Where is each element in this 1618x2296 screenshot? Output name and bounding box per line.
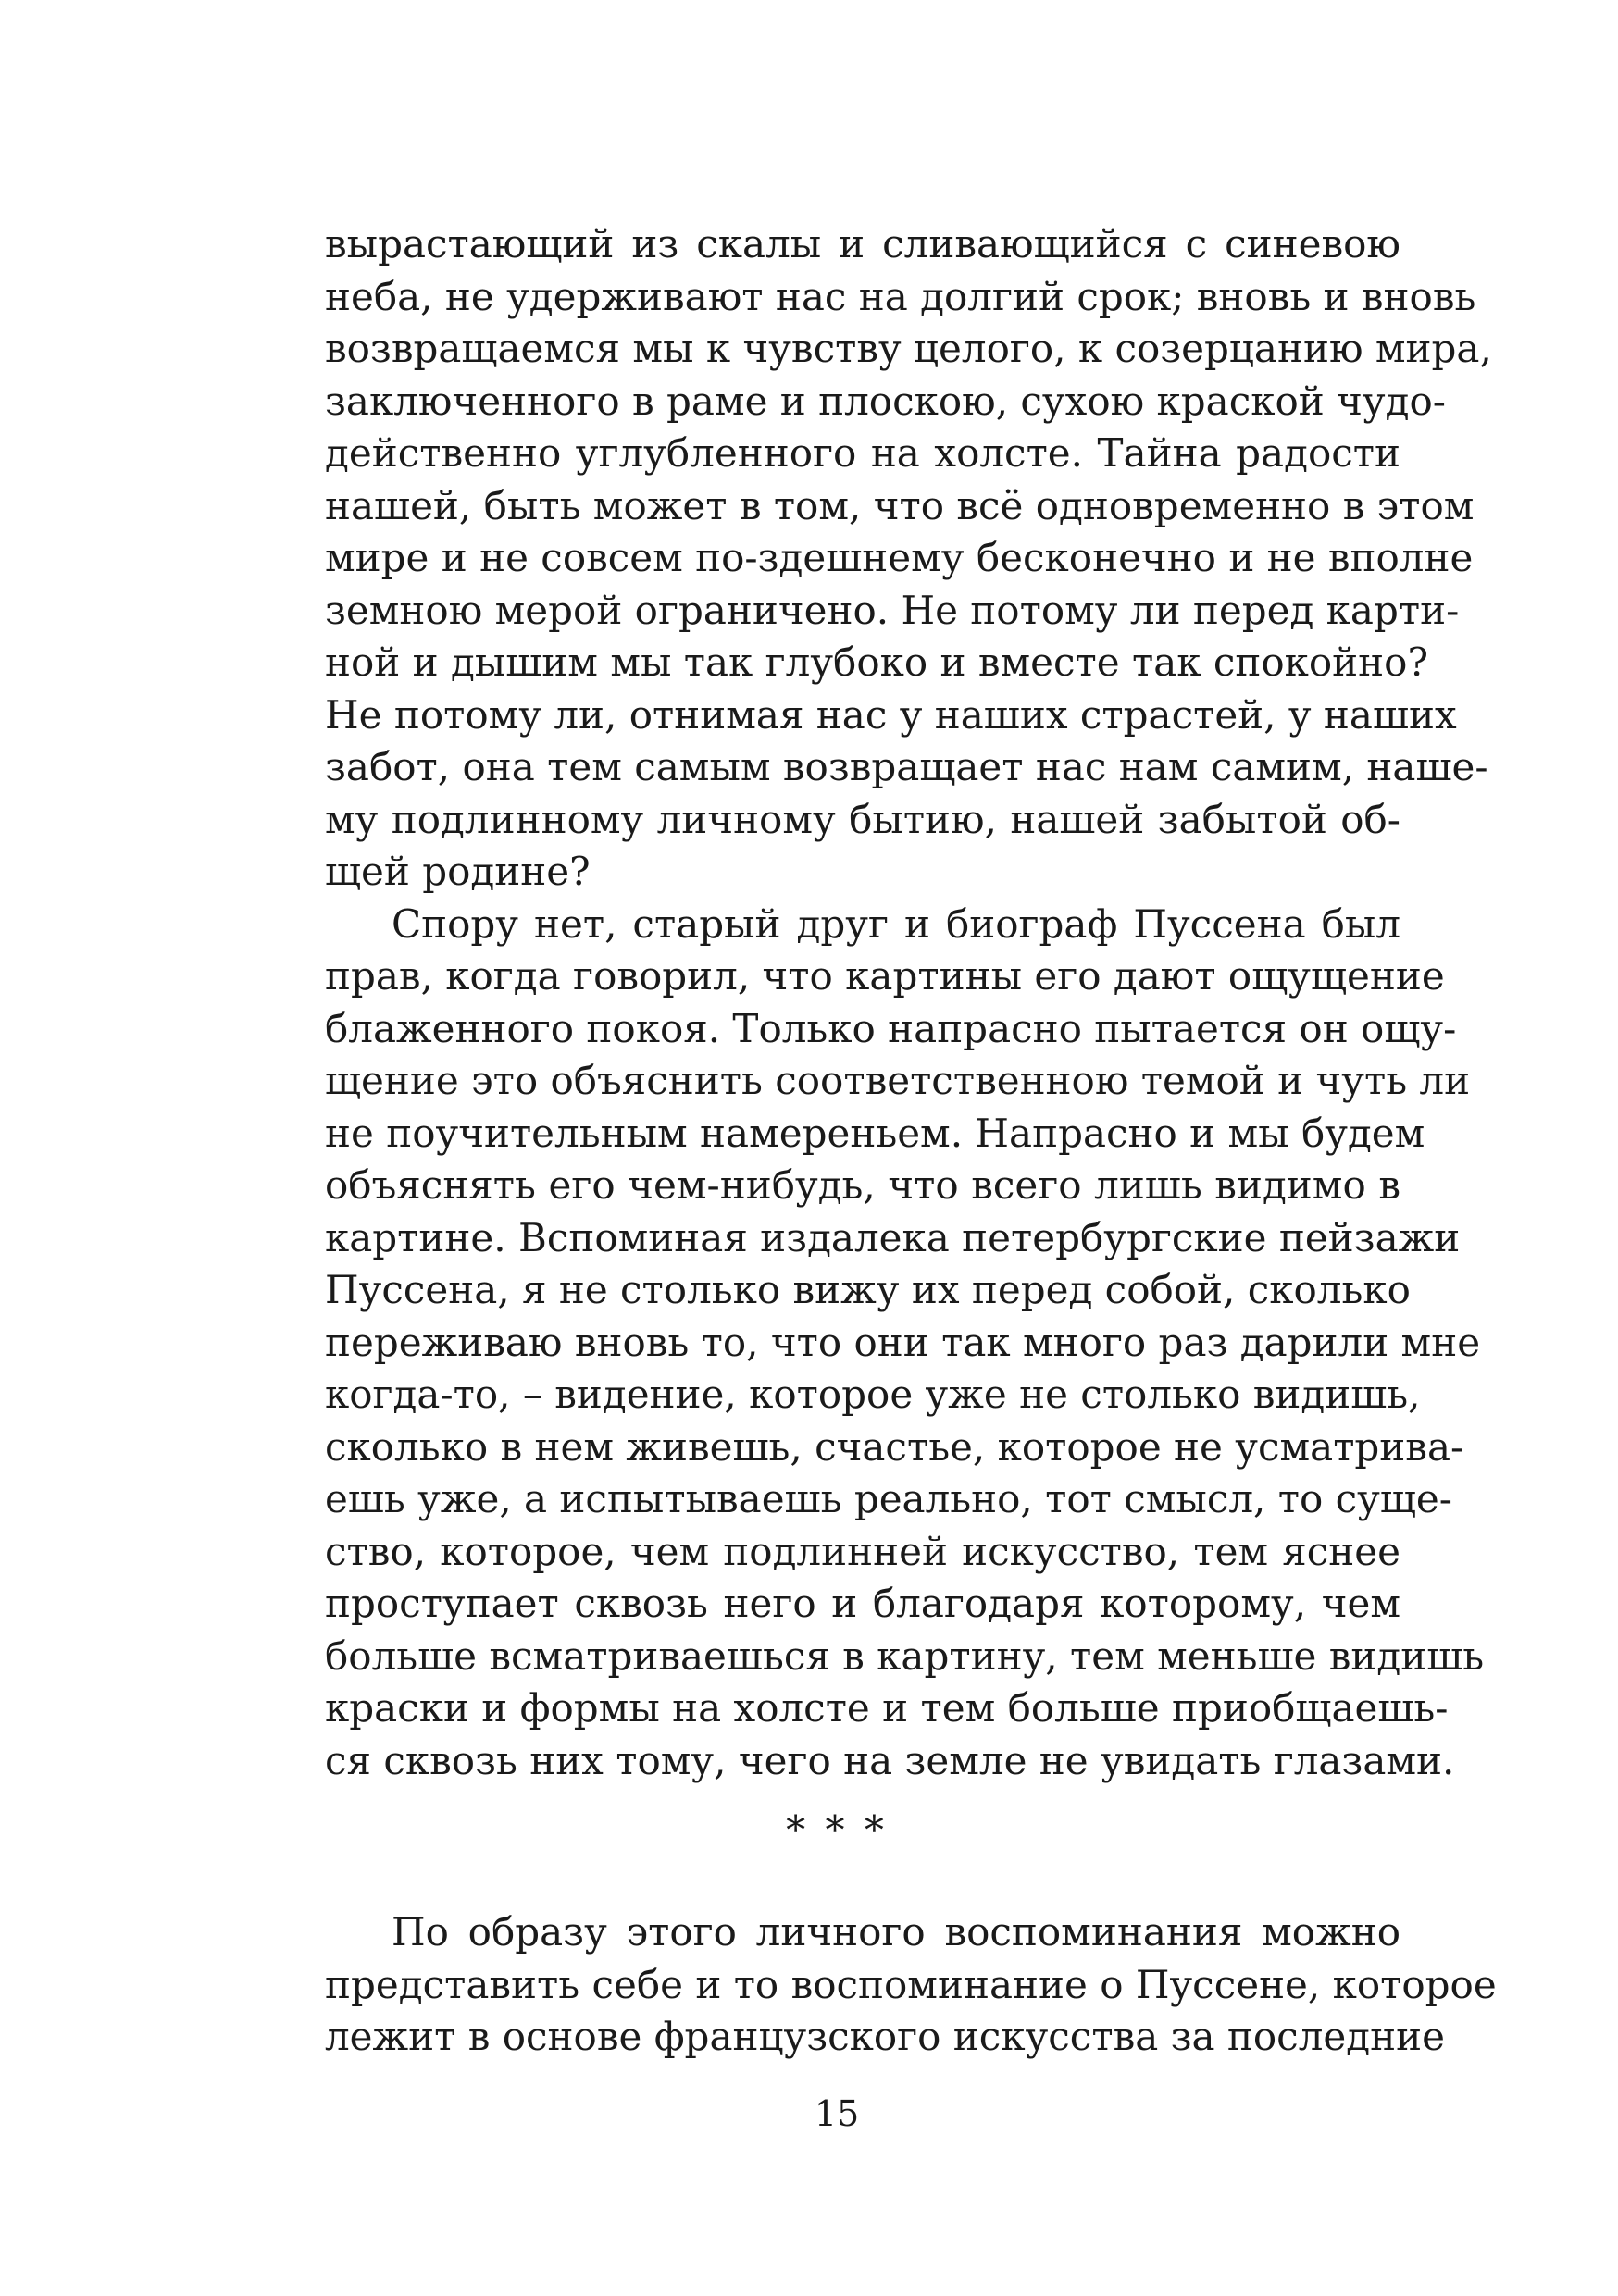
text-line: ся сквозь них тому, чего на земле не увидать глазами. bbox=[325, 1737, 1455, 1783]
continued-text bbox=[325, 1906, 1497, 2064]
text-line: представить себе и то воспоминание о Пуссене, которое bbox=[325, 1961, 1497, 2007]
text-line: му подлинному личному бытию, нашей забытой об- bbox=[325, 796, 1400, 842]
text-line: картине. Вспоминая издалека петербургские пейзажи bbox=[325, 1214, 1461, 1260]
page-number: 15 bbox=[814, 2093, 860, 2134]
text-line: Не потому ли, отнимая нас у наших страстей, у наших bbox=[325, 691, 1457, 738]
text-line: прав, когда говорил, что картины его дают ощущение bbox=[325, 953, 1445, 999]
text-line: щение это объяснить соответственною темой и чуть ли bbox=[325, 1058, 1471, 1103]
text-line: неба, не удерживают нас на долгий срок; вновь и вновь bbox=[325, 273, 1476, 319]
section-separator: * * * bbox=[786, 1807, 888, 1853]
text-line: Спору нет, старый друг и биограф Пуссена был bbox=[392, 900, 1400, 947]
text-line: вырастающий из скалы и сливающийся с синевою bbox=[325, 221, 1400, 267]
text-line: сколько в нем живешь, счастье, которое не усматрива- bbox=[325, 1423, 1464, 1470]
text-line: не поучительным намереньем. Напрасно и мы будем bbox=[325, 1110, 1425, 1156]
text-line: По образу этого личного воспоминания можно bbox=[392, 1909, 1400, 1955]
text-line: нашей, быть может в том, что всё одновременно в этом bbox=[325, 482, 1475, 528]
text-line: щей родине? bbox=[325, 849, 591, 894]
text-line: ство, которое, чем подлинней искусство, тем яснее bbox=[325, 1528, 1400, 1574]
text-line: краски и формы на холсте и тем больше приобщаешь- bbox=[325, 1685, 1449, 1731]
text-line: забот, она тем самым возвращает нас нам самим, наше- bbox=[325, 744, 1488, 789]
text-line: ешь уже, а испытываешь реально, тот смысл, то суще- bbox=[325, 1476, 1452, 1521]
text-line: заключенного в раме и плоскою, сухою краской чудо- bbox=[325, 378, 1446, 424]
text-line: блаженного покоя. Только напрасно пытается он ощу- bbox=[325, 1005, 1457, 1051]
text-line: земною мерой ограничено. Не потому ли перед карти- bbox=[325, 587, 1460, 633]
text-line: переживаю вновь то, что они так много раз дарили мне bbox=[325, 1319, 1481, 1365]
text-line: лежит в основе французского искусства за последние bbox=[325, 2014, 1445, 2059]
text-line: объяснять его чем-нибудь, что всего лишь видимо в bbox=[325, 1162, 1400, 1208]
text-line: действенно углубленного на холсте. Тайна радости bbox=[325, 430, 1400, 476]
text-line: мире и не совсем по-здешнему бесконечно и не вполне bbox=[325, 535, 1474, 580]
text-line: ной и дышим мы так глубоко и вместе так спокойно? bbox=[325, 639, 1428, 685]
text-line: когда-то, – видение, которое уже не столько видишь, bbox=[325, 1371, 1421, 1417]
text-line: Пуссена, я не столько вижу их перед собой, сколько bbox=[325, 1267, 1411, 1312]
text-line: больше всматриваешься в картину, тем меньше видишь bbox=[325, 1632, 1485, 1679]
main-text bbox=[325, 218, 1492, 1787]
text-line: возвращаемся мы к чувству целого, к созерцанию мира, bbox=[325, 326, 1492, 371]
text-line: проступает сквозь него и благодаря которому, чем bbox=[325, 1581, 1400, 1626]
